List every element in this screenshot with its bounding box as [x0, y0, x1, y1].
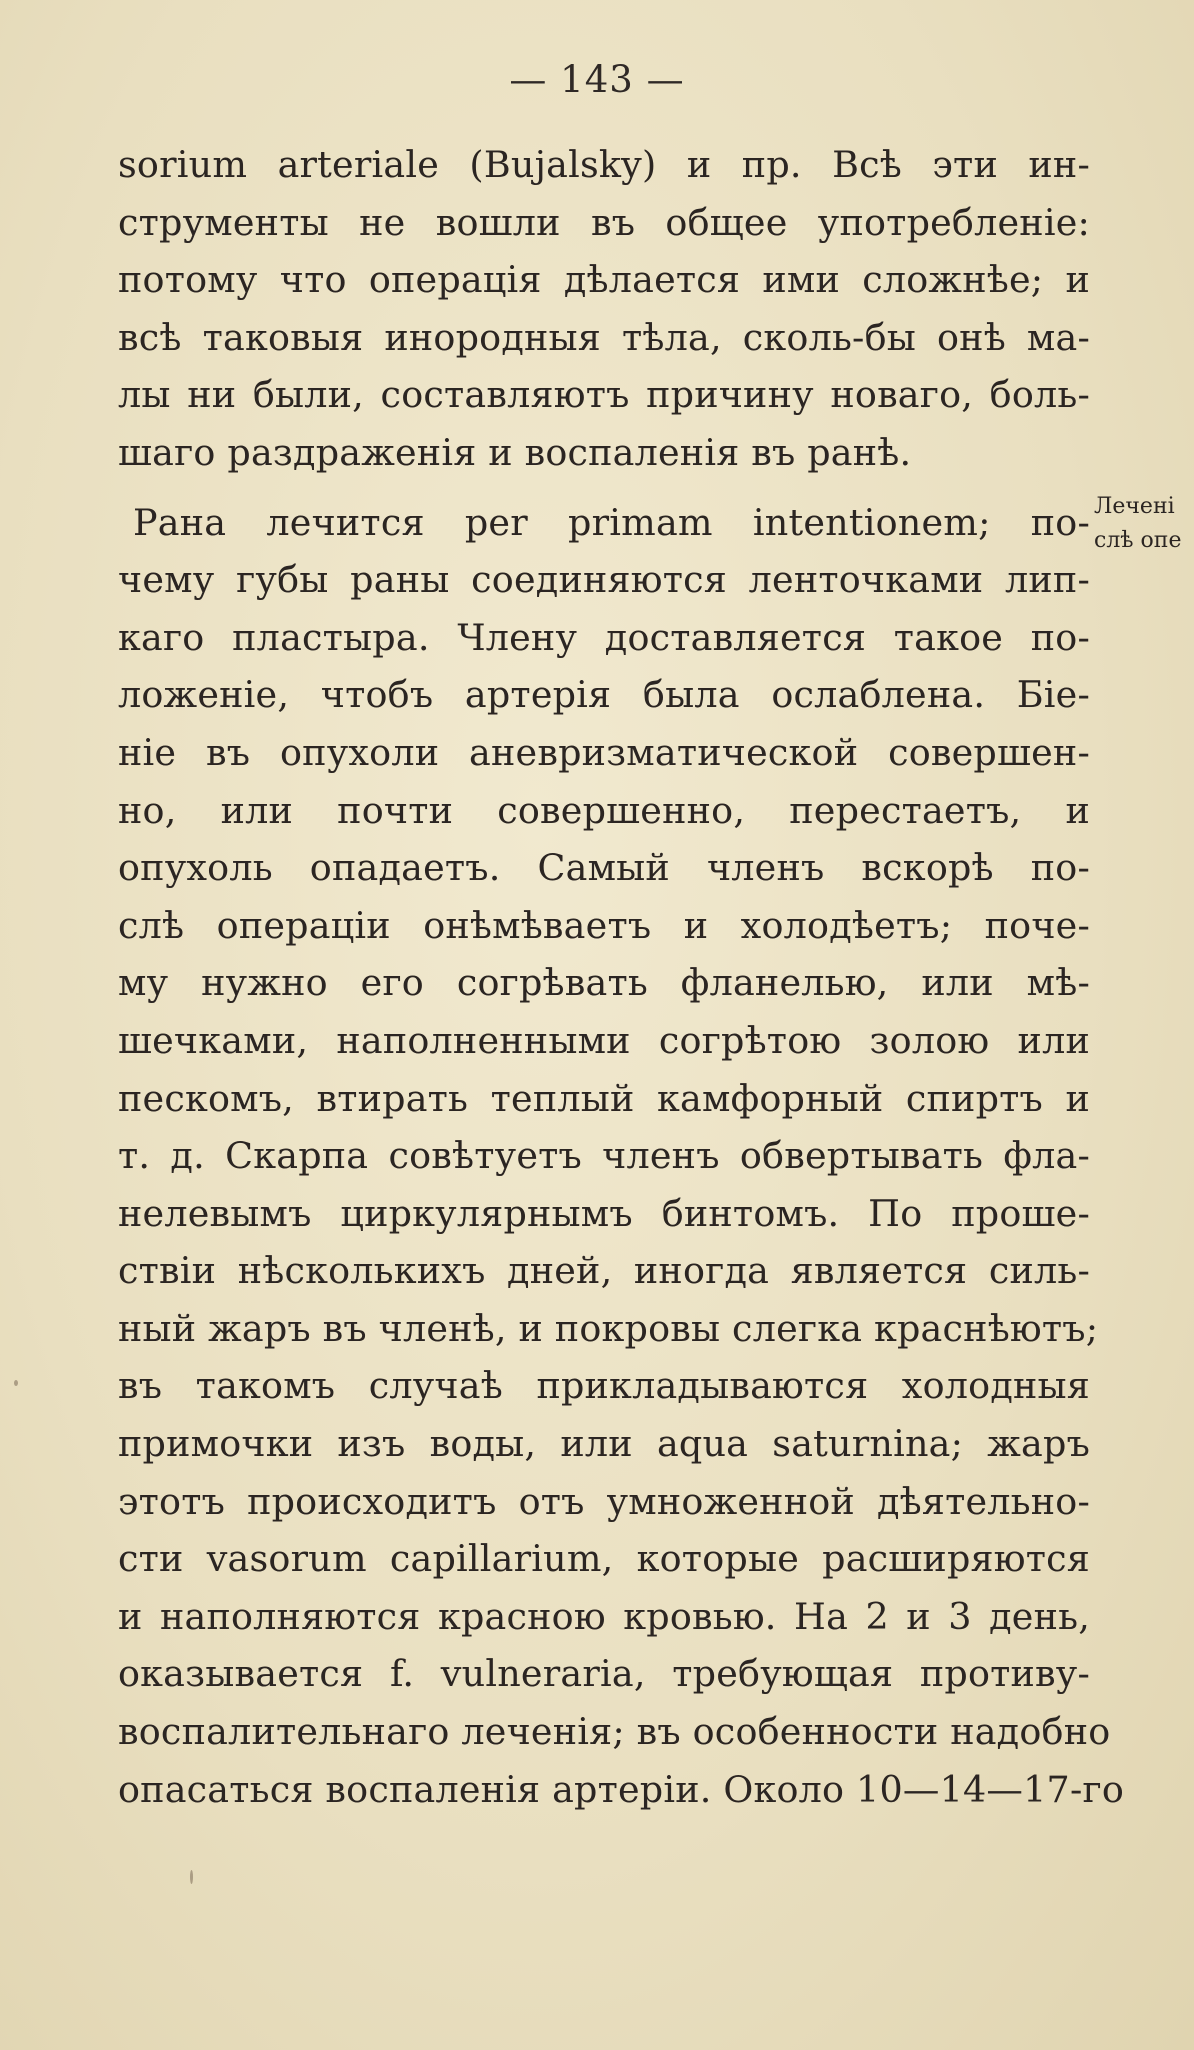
margin-note: Лечені: [1094, 494, 1175, 519]
body-text: [118, 136, 1125, 1818]
text-line: и наполняются красною кровью. На 2 и 3 день,: [118, 1594, 1090, 1638]
text-line: шечками, наполненными согрѣтою золою или: [118, 1018, 1090, 1062]
text-line: струменты не вошли въ общее употребленіе:: [118, 200, 1090, 244]
text-line: опухоль опадаетъ. Самый членъ вскорѣ по-: [118, 846, 1090, 890]
paragraph-gap: [118, 482, 1090, 494]
text-line: чему губы раны соединяются ленточками лип-: [118, 558, 1090, 602]
page-number: — 143 —: [509, 58, 685, 101]
paper-speck: [190, 1870, 193, 1884]
text-line: пескомъ, втирать теплый камфорный спиртъ и: [118, 1076, 1090, 1120]
text-line: т. д. Скарпа совѣтуетъ членъ обвертывать фла-: [118, 1134, 1090, 1178]
text-line: но, или почти совершенно, перестаетъ, и: [118, 788, 1090, 832]
margin-note: слѣ опе: [1094, 528, 1182, 553]
text-line: sorium arteriale (Bujalsky) и пр. Всѣ эти ин-: [118, 143, 1090, 186]
text-line: въ такомъ случаѣ прикладываются холодныя: [118, 1364, 1090, 1408]
text-line: оказывается f. vulneraria, требующая противу-: [118, 1652, 1090, 1696]
paper-speck: [14, 1380, 18, 1386]
text-line: примочки изъ воды, или aqua saturnina; жаръ: [118, 1422, 1090, 1466]
text-line: каго пластыра. Члену доставляется такое по-: [118, 615, 1090, 659]
text-line: опасаться воспаленія артеріи. Около 10—14—17-го: [118, 1767, 1125, 1811]
text-line: ствіи нѣсколькихъ дней, иногда является силь-: [118, 1249, 1090, 1293]
text-line: потому что операція дѣлается ими сложнѣе; и: [118, 258, 1090, 302]
text-line: нелевымъ циркулярнымъ бинтомъ. По проше-: [118, 1191, 1090, 1235]
text-line: му нужно его согрѣвать фланелью, или мѣ-: [118, 961, 1090, 1005]
text-line: ніе въ опухоли аневризматической совершен-: [118, 730, 1090, 774]
text-line: ный жаръ въ членѣ, и покровы слегка краснѣютъ;: [118, 1306, 1099, 1350]
text-line: слѣ операціи онѣмѣваетъ и холодѣетъ; поче-: [118, 903, 1090, 947]
text-line: ложеніе, чтобъ артерія была ослаблена. Біе-: [118, 673, 1090, 717]
text-line: лы ни были, составляютъ причину новаго, боль-: [118, 373, 1090, 417]
text-line: сти vasorum capillarium, которые расширяются: [118, 1537, 1090, 1581]
text-line: этотъ происходитъ отъ умноженной дѣятельно-: [118, 1479, 1090, 1523]
text-line: воспалительнаго леченія; въ особенности надобно: [118, 1710, 1111, 1754]
text-line: шаго раздраженія и воспаленія въ ранѣ.: [118, 430, 912, 474]
text-line: всѣ таковыя инородныя тѣла, сколь-бы онѣ ма-: [118, 315, 1090, 359]
text-line: Рана лечится per primam intentionem; по-: [133, 500, 1090, 544]
